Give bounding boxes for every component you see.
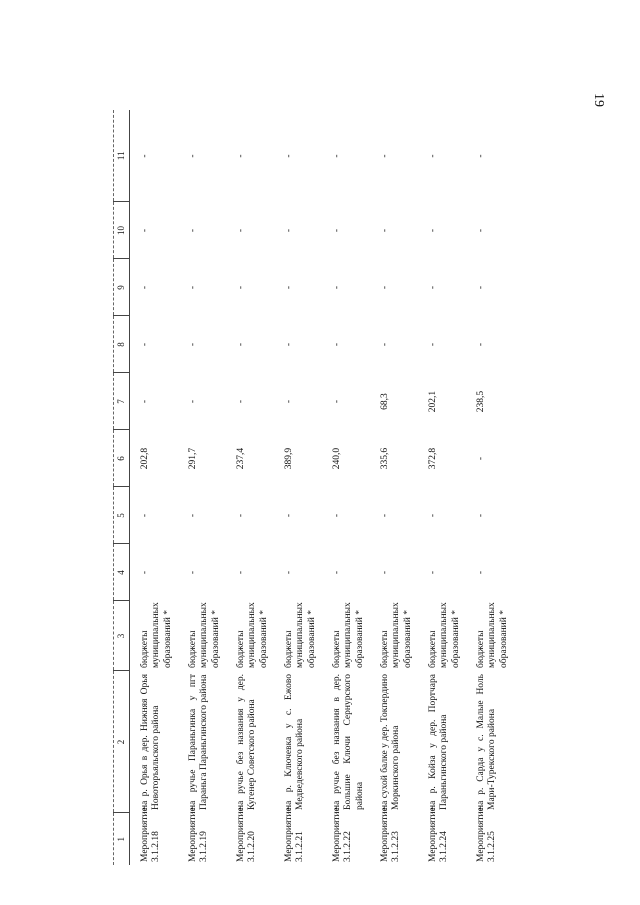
measure-label: Мероприятие 3.1.2.21 (284, 807, 306, 862)
value-cell: - (380, 342, 390, 347)
value-cell: - (380, 285, 390, 290)
value-cell: - (188, 154, 198, 158)
location-cell: на ручье Параньгинка у пгт Параньга Параньгинского района (188, 674, 210, 810)
funding-source-cell: бюджеты муниципальных образований * (236, 602, 269, 668)
measure-label: Мероприятие 3.1.2.20 (236, 807, 258, 862)
value-cell: - (236, 342, 246, 347)
value-cell: 202,1 (428, 390, 438, 413)
value-cell: - (380, 570, 390, 575)
value-cell: - (284, 399, 294, 404)
table-header (114, 110, 130, 865)
value-cell: - (284, 342, 294, 347)
location-cell: на р. Орья в дер. Нижняя Орья Новоторъяльского района (140, 674, 162, 810)
measure-label: Мероприятие 3.1.2.25 (476, 807, 498, 862)
header-cell: 10 (114, 202, 130, 259)
budget-table (113, 110, 514, 865)
value-cell: - (140, 570, 150, 575)
table-row (130, 110, 179, 865)
value-cell: - (428, 342, 438, 347)
value-cell: 335,6 (380, 447, 390, 470)
value-cell: - (140, 342, 150, 347)
value-cell: - (188, 513, 198, 518)
value-cell: - (284, 154, 294, 158)
header-cell: 3 (114, 601, 130, 671)
header-cell: 11 (114, 110, 130, 202)
value-cell: - (476, 154, 486, 158)
page-number: 19 (591, 93, 606, 107)
value-cell: - (428, 285, 438, 290)
value-cell: - (236, 154, 246, 158)
table-row (370, 110, 418, 865)
value-cell: - (428, 513, 438, 518)
funding-source-cell: бюджеты муниципальных образований * (140, 602, 173, 668)
value-cell: - (476, 513, 486, 518)
funding-source-cell: бюджеты муниципальных образований * (332, 602, 365, 668)
value-cell: - (140, 154, 150, 158)
measure-label: Мероприятие 3.1.2.22 (332, 807, 354, 862)
measure-label: Мероприятие 3.1.2.19 (188, 807, 210, 862)
value-cell: - (140, 513, 150, 518)
measure-label: Мероприятие 3.1.2.18 (140, 807, 162, 862)
measure-label: Мероприятие 3.1.2.24 (428, 807, 450, 862)
table-row (178, 110, 226, 865)
location-cell: на р. Койза у дер. Портчара Параньгинского района (428, 674, 450, 810)
value-cell: - (476, 456, 486, 461)
location-cell: на р. Ключевка у с. Ежово Медведевского района (284, 674, 306, 810)
value-cell: - (236, 228, 246, 233)
value-cell: - (428, 570, 438, 575)
value-cell: - (380, 228, 390, 233)
value-cell: - (140, 399, 150, 404)
value-cell: - (140, 285, 150, 290)
table-row (322, 110, 370, 865)
funding-source-cell: бюджеты муниципальных образований * (428, 602, 461, 668)
value-cell: - (188, 570, 198, 575)
value-cell: - (476, 570, 486, 575)
value-cell: - (380, 154, 390, 158)
header-cell: 1 (114, 813, 130, 865)
table-body (130, 110, 515, 865)
header-row (114, 110, 130, 865)
value-cell: 291,7 (188, 447, 198, 470)
value-cell: - (332, 285, 342, 290)
value-cell: - (236, 285, 246, 290)
value-cell: - (236, 570, 246, 575)
funding-source-cell: бюджеты муниципальных образований * (380, 602, 413, 668)
value-cell: - (380, 513, 390, 518)
header-cell: 2 (114, 671, 130, 813)
location-cell: на ручье без названия в дер. Большие Ключи Сернурского района (332, 674, 365, 810)
value-cell: - (140, 228, 150, 233)
location-cell: на ручье без названия у дер. Кугенер Советского района (236, 674, 258, 810)
value-cell: - (188, 342, 198, 347)
value-cell: 237,4 (236, 447, 246, 470)
value-cell: - (284, 513, 294, 518)
value-cell: - (188, 228, 198, 233)
value-cell: 68,3 (380, 393, 390, 410)
value-cell: 240,0 (332, 447, 342, 470)
value-cell: - (284, 228, 294, 233)
value-cell: - (428, 228, 438, 233)
value-cell: - (332, 513, 342, 518)
table-row (418, 110, 466, 865)
header-cell: 8 (114, 316, 130, 373)
header-cell: 6 (114, 430, 130, 487)
table-row (466, 110, 514, 865)
value-cell: - (284, 570, 294, 575)
value-cell: - (332, 342, 342, 347)
value-cell: 389,9 (284, 447, 294, 470)
header-cell: 9 (114, 259, 130, 316)
value-cell: 372,8 (428, 447, 438, 470)
value-cell: - (236, 399, 246, 404)
header-cell: 7 (114, 373, 130, 430)
value-cell: 202,8 (140, 447, 150, 470)
value-cell: - (476, 342, 486, 347)
value-cell: - (332, 570, 342, 575)
funding-source-cell: бюджеты муниципальных образований * (188, 602, 221, 668)
value-cell: - (332, 154, 342, 158)
value-cell: - (188, 285, 198, 290)
value-cell: - (476, 285, 486, 290)
funding-source-cell: бюджеты муниципальных образований * (284, 602, 317, 668)
location-cell: на р. Сарда у с. Малые Ноль Мари-Турекского района (476, 674, 498, 810)
value-cell: - (236, 513, 246, 518)
value-cell: - (428, 154, 438, 158)
header-cell: 4 (114, 544, 130, 601)
table-row (274, 110, 322, 865)
value-cell: - (332, 228, 342, 233)
value-cell: 238,5 (476, 390, 486, 413)
measure-label: Мероприятие 3.1.2.23 (380, 807, 402, 862)
value-cell: - (188, 399, 198, 404)
value-cell: - (332, 399, 342, 404)
value-cell: - (284, 285, 294, 290)
header-cell: 5 (114, 487, 130, 544)
funding-source-cell: бюджеты муниципальных образований * (476, 602, 509, 668)
rotated-table-wrapper (113, 110, 528, 865)
location-cell: на сухой балке у дер. Токпердино Моркинского района (380, 674, 402, 810)
value-cell: - (476, 228, 486, 233)
table-row (226, 110, 274, 865)
